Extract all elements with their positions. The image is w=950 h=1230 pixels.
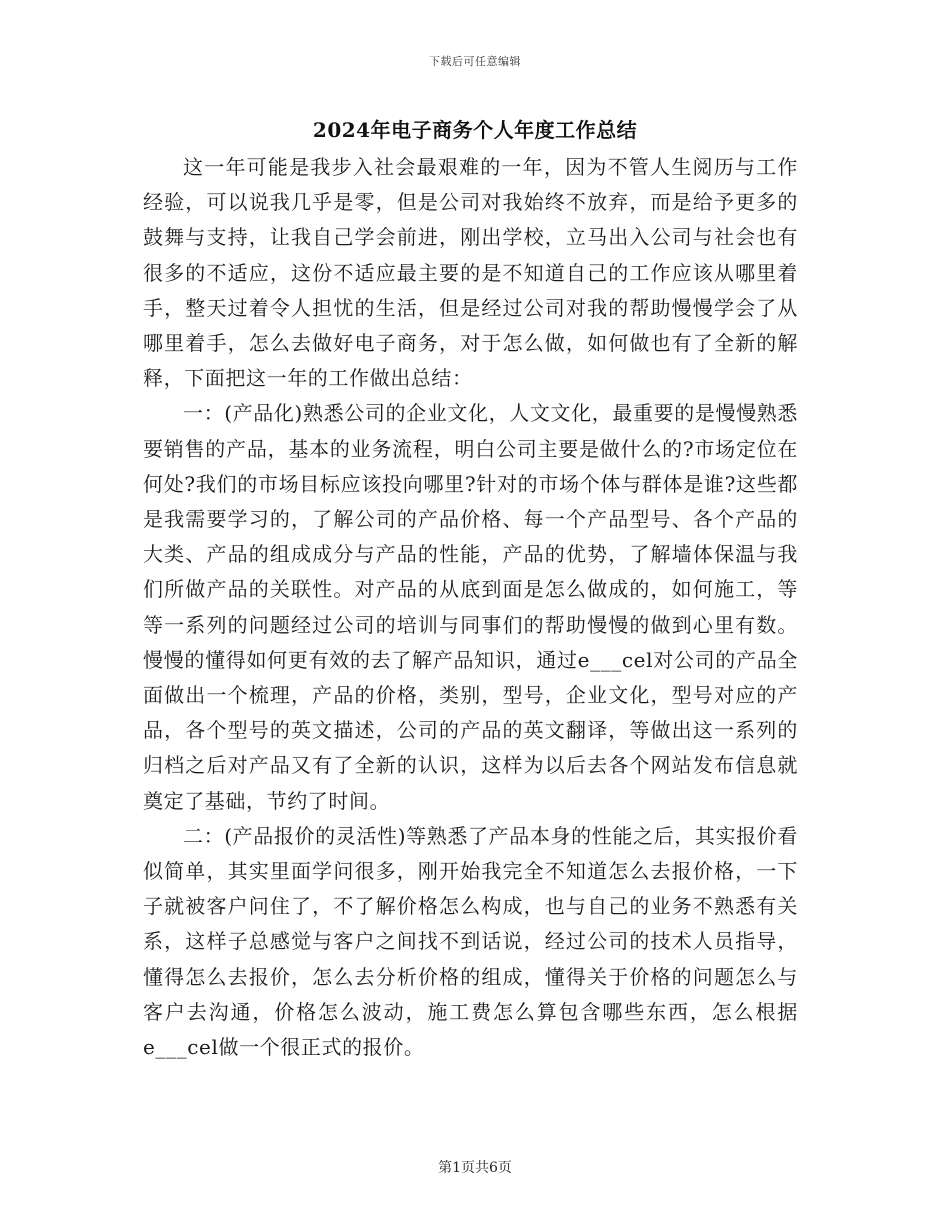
- paragraph-section-1: 一：(产品化)熟悉公司的企业文化，人文文化，最重要的是慢慢熟悉要销售的产品，基本的业务流程，明白公司主要是做什么的?市场定位在何处?我们的市场目标应该投向哪里?针对的市场个体与群体是谁?这些都是我需要学习的，了解公司的产品价格、每一个产品型号、各个产品的大类、产品的组成成分与产品的性能，产品的优势，了解墙体保温与我们所做产品的关联性。对产品的从底到面是怎么做成的，如何施工，等等一系列的问题经过公司的培训与同事们的帮助慢慢的做到心里有数。慢慢的懂得如何更有效的去了解产品知识，通过e___cel对公司的产品全面做出一个梳理，产品的价格，类别，型号，企业文化，型号对应的产品，各个型号的英文描述，公司的产品的英文翻译，等做出这一系列的归档之后对产品又有了全新的认识，这样为以后去各个网站发布信息就奠定了基础，节约了时间。: [143, 401, 798, 813]
- header-note: 下载后可任意编辑: [429, 55, 521, 68]
- paragraph-section-2: 二：(产品报价的灵活性)等熟悉了产品本身的性能之后，其实报价看似简单，其实里面学问很多，刚开始我完全不知道怎么去报价格，一下子就被客户问住了，不了解价格怎么构成，也与自己的业务不熟悉有关系，这样子总感觉与客户之间找不到话说，经过公司的技术人员指导，懂得怎么去报价，怎么去分析价格的组成，懂得关于价格的问题怎么与客户去沟通，价格怎么波动，施工费怎么算包含哪些东西，怎么根据e___cel做一个很正式的报价。: [143, 823, 798, 1060]
- document-body: [143, 150, 798, 1065]
- paragraph-intro: 这一年可能是我步入社会最艰难的一年，因为不管人生阅历与工作经验，可以说我几乎是零，但是公司对我始终不放弃，而是给予更多的鼓舞与支持，让我自己学会前进，刚出学校，立马出入公司与社会也有很多的不适应，这份不适应最主要的是不知道自己的工作应该从哪里着手，整天过着令人担忧的生活，但是经过公司对我的帮助慢慢学会了从哪里着手，怎么去做好电子商务，对于怎么做，如何做也有了全新的解释，下面把这一年的工作做出总结：: [143, 155, 798, 391]
- page-footer: 第1页共6页: [438, 1160, 512, 1176]
- document-title: 2024年电子商务个人年度工作总结: [312, 118, 638, 142]
